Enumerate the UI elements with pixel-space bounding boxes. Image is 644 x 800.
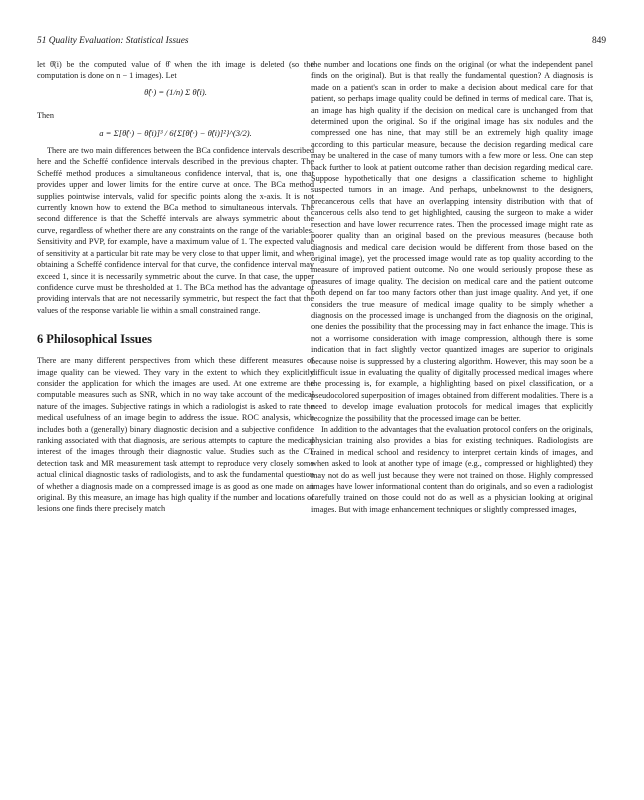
right-column <box>311 59 593 515</box>
section-heading: 6 Philosophical Issues <box>37 332 152 347</box>
page-number: 849 <box>591 36 606 46</box>
paragraph-physician-training: In addition to the advantages that the evaluation protocol confers on the originals, physician training also provides a bias for existing techniques. Radiologists are trained in medical school and residency to interpret certain kinds of images, and when asked to look at another type of image (e.g., compressed or highlighted) they may not do as well just because they were not trained on those. Highly compressed images have lower informational content than do originals, and so even a radiologist carefully trained on those could not do as well as a physician looking at original images. But with image enhancement techniques or slightly compressed images, <box>311 425 593 514</box>
running-header <box>37 36 606 50</box>
paragraph-bca-differences: There are two main differences between the BCa confidence intervals described here and the Scheffé confidence intervals described in the previous chapter. The Scheffé method produces a simultaneous confidence interval, that is, one that provides upper and lower limits for the entire curve at once. The BCa method supplies pointwise intervals, valid for specific points along the x-axis. It is not currently known how to extend the BCa method to simultaneous intervals. The second difference is that the Scheffé intervals are always symmetric about the curve, regardless of whether there are any constraints on the range of the variables. Sensitivity and PVP, for example, have a maximum value of 1. The expected value of sensitivity at a particular bit rate may be very close to that upper limit, and when obtaining a Scheffé confidence interval for that curve, the confidence interval may exceed 1, since it is necessarily symmetric about the curve. In that case, the upper confidence curve must be thresholded at 1. The BCa method has the advantage of providing intervals that are not necessarily symmetric, but respect the fact that the values of the response variable lie within a small constrained range. <box>37 146 314 315</box>
paragraph-perspectives: There are many different perspectives from which these different measures of image quality can be viewed. They vary in the extent to which they explicitly consider the application for which the images are used. At one extreme are the computable measures such as SNR, which in no way take account of the medical nature of the images. Subjective ratings in which a radiologist is asked to rate the medical usefulness of an image begin to address the issue. ROC analysis, which includes both a (generally) binary diagnostic decision and a subjective confidence ranking associated with that diagnosis, are serious attempts to capture the medical interest of the images through their diagnostic value. Studies such as the CT detection task and MR measurement task attempt to reproduce very closely some actual clinical diagnostic tasks of radiologists, and to ask the fundamental question of whether a diagnosis made on a compressed image is as good as one made on an original. By this measure, an image has high quality if the number and locations of lesions one finds there precisely match <box>37 356 314 514</box>
then-label: Then <box>37 111 54 121</box>
left-column <box>37 59 314 515</box>
equation-acceleration: a = Σ[θ̂(·) − θ̂(i)]³ / 6{Σ[θ̂(·) − θ̂(i)]²}^(3/2). <box>99 127 252 138</box>
equation-mean: θ̂(·) = (1/n) Σ θ̂(i). <box>144 86 207 97</box>
paragraph-fundamental-question: the number and locations one finds on the original (or what the independent panel finds on the original). But is that really the fundamental question? A diagnosis is made on a patient's scan in order to make a decision about medical care for that patient, so perhaps image quality could be defined in terms of medical care. That is, an image has high quality if the decision on medical care is unchanged from that determined upon the original. So if the original image has six nodules and the compressed one has nine, that may still be an extremely high quality image according to this particular measure, because the decision regarding medical care may be unaltered in the case of many tumors with a few more or less. One can step back further to look at patient outcome rather than decision regarding medical care. Suppose hypothetically that one designs a classification scheme to highlight suspected tumors in an image. And perhaps, unbeknownst to the designers, precancerous cells that have an overlapping intensity distribution with that of cancerous cells also tend to get highlighted, causing the surgeon to make a wider resection and have lower recurrence rates. Then the processed image might rate as poorer quality than an original based on the previous measures (because both diagnosis and medical care decision would be different from those based on the original image), yet the processed image would rate as top quality according to the measure of improved patient outcome. No one would seriously propose these as measures of image quality. The decision on medical care and the patient outcome both depend on far too many factors other than just image quality. And yet, if one considers the true measure of medical image quality to be simply whether a diagnosis on the processed image is unchanged from the diagnosis on the original, one denies the possibility that the processing may in fact enhance the image. This is not a worrisome consideration with image compression, although there is some indication that in fact slightly vector quantized images are superior to originals because noise is suppressed by a clustering algorithm. However, this may soon be a difficult issue in evaluating the quality of digitally processed medical images where the processing is, for example, a highlighting based on pixel classification, or a pseudocolored superposition of images obtained from different modalities. There is a need to develop image evaluation protocols for medical images that explicitly recognize the possibility that the processed image can be better. <box>311 60 593 423</box>
intro-paragraph: let θ̂(i) be the computed value of θ̂ when the ith image is deleted (so the computation is done on n − 1 images). Let <box>37 60 314 81</box>
chapter-title: 51 Quality Evaluation: Statistical Issues <box>37 36 189 46</box>
